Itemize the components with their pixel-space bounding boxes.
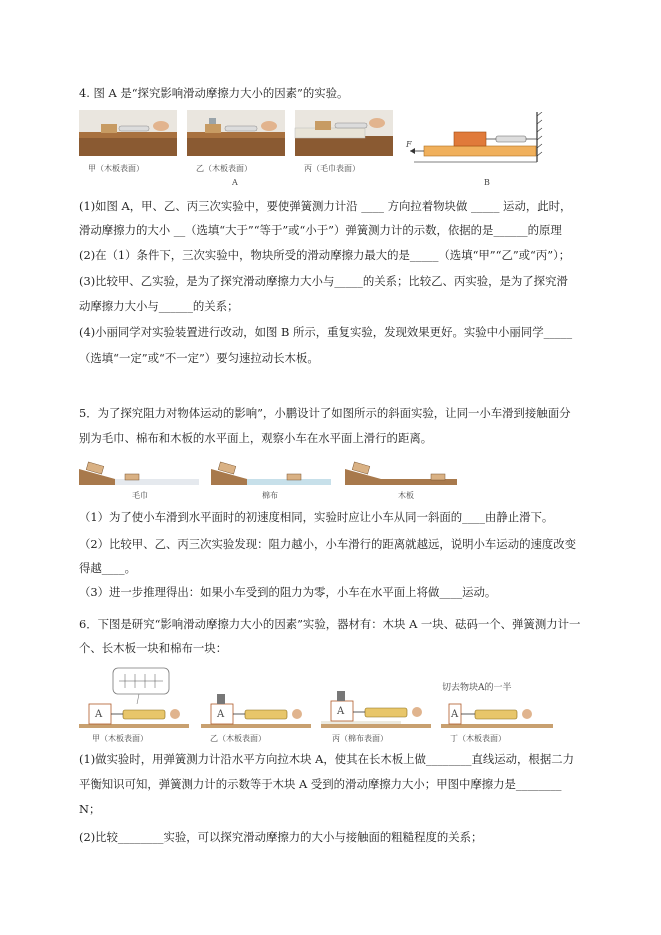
q4-title: 4. 图 A 是“探究影响滑动摩擦力大小的因素”的实验。 [79,86,349,100]
q4-figure-a [79,110,399,192]
q6-caption-jia: 甲（木板表面） [92,734,148,743]
q6-figure [79,666,559,736]
q6-title-2: 个、长木板一块和棉布一块： [79,641,228,655]
q6-line-2: 平衡知识可知，弹簧测力计的示数等于木块 A 受到的滑动摩擦力大小；甲图中摩擦力是________ [79,777,562,791]
q6-line-3: N； [79,802,101,816]
q4-line-6: (4)小丽同学对实验装置进行改动，如图 B 所示，重复实验，发现效果更好。实验中小丽同学_____ [79,325,573,339]
q4-line-5: 动摩擦力大小与______的关系； [79,299,239,313]
q6-cut-note: 切去物块A的一半 [442,683,512,693]
q6-line-4: (2)比较________实验，可以探究滑动摩擦力的大小与接触面的粗糙程度的关系； [79,830,483,844]
q4-caption-bing: 丙（毛巾表面） [304,164,360,173]
q5-figure [79,455,459,489]
q4-caption-figure-a: A [232,178,238,187]
q4-line-1: (1)如图 A，甲、乙、丙三次实验中，要使弹簧测力计沿 ____ 方向拉着物块做 _____ 运动，此时， [79,199,572,213]
q6-caption-ding: 丁（木板表面） [450,734,506,743]
q4-photo-bing [295,110,393,156]
q4-line-2: 滑动摩擦力的大小 __（选填“大于”“等于”或“小于”）弹簧测力计的示数，依据的是______的原理 [79,223,562,237]
q5-line-1: （1）为了使小车滑到水平面时的初速度相同，实验时应让小车从同一斜面的____由静止滑下。 [79,510,554,524]
q4-line-4: (3)比较甲、乙实验，是为了探究滑动摩擦力大小与_____的关系；比较乙、丙实验，是为了探究滑 [79,274,568,288]
q4-force-label: F [406,140,412,149]
q5-ramp-towel [79,462,199,485]
q6-block-label-ding: A [451,709,459,720]
q4-line-7: （选填“一定”或“不一定”）要匀速拉动长木板。 [79,351,319,365]
q6-line-1: (1)做实验时，用弹簧测力计沿水平方向拉木块 A，使其在长木板上做________直线运动，根据二力 [79,752,574,766]
q5-ramp-cotton [211,462,331,485]
q4-caption-figure-b: B [484,178,490,187]
q5-caption-towel: 毛巾 [132,491,148,500]
q6-caption-bing: 丙（棉布表面） [332,734,388,743]
q5-line-3: 得越____。 [79,561,136,575]
q6-title: 6．下图是研究“影响滑动摩擦力大小的因素”实验，器材有：木块 A 一块、砝码一个、弹簧测力计一 [79,617,581,631]
q4-photo-yi [187,110,285,156]
q4-caption-jia: 甲（木板表面） [88,164,144,173]
q4-caption-yi: 乙（木板表面） [196,164,252,173]
q6-caption-yi: 乙（木板表面） [210,734,266,743]
q5-line-2: （2）比较甲、乙、丙三次实验发现：阻力越小，小车滑行的距离就越远，说明小车运动的速度改变 [79,537,577,551]
q4-line-3: (2)在（1）条件下，三次实验中，物块所受的滑动摩擦力最大的是_____（选填“甲”“乙”或“丙”）； [79,248,571,262]
q6-block-label-bing: A [337,706,345,717]
q6-block-label-jia: A [95,709,103,720]
q4-figure-b [404,112,544,172]
q5-ramp-wood [345,462,457,485]
q5-caption-wood: 木板 [398,491,414,500]
q5-title-2: 别为毛巾、棉布和木板的水平面上，观察小车在水平面上滑行的距离。 [79,431,433,445]
q5-line-4: （3）进一步推理得出：如果小车受到的阻力为零，小车在水平面上将做____运动。 [79,585,497,599]
q4-photo-jia [79,110,177,156]
q5-title: 5．为了探究阻力对物体运动的影响”，小鹏设计了如图所示的斜面实验，让同一小车滑到接触面分 [79,406,571,420]
q6-block-label-yi: A [217,709,225,720]
q5-caption-cotton: 棉布 [262,491,278,500]
